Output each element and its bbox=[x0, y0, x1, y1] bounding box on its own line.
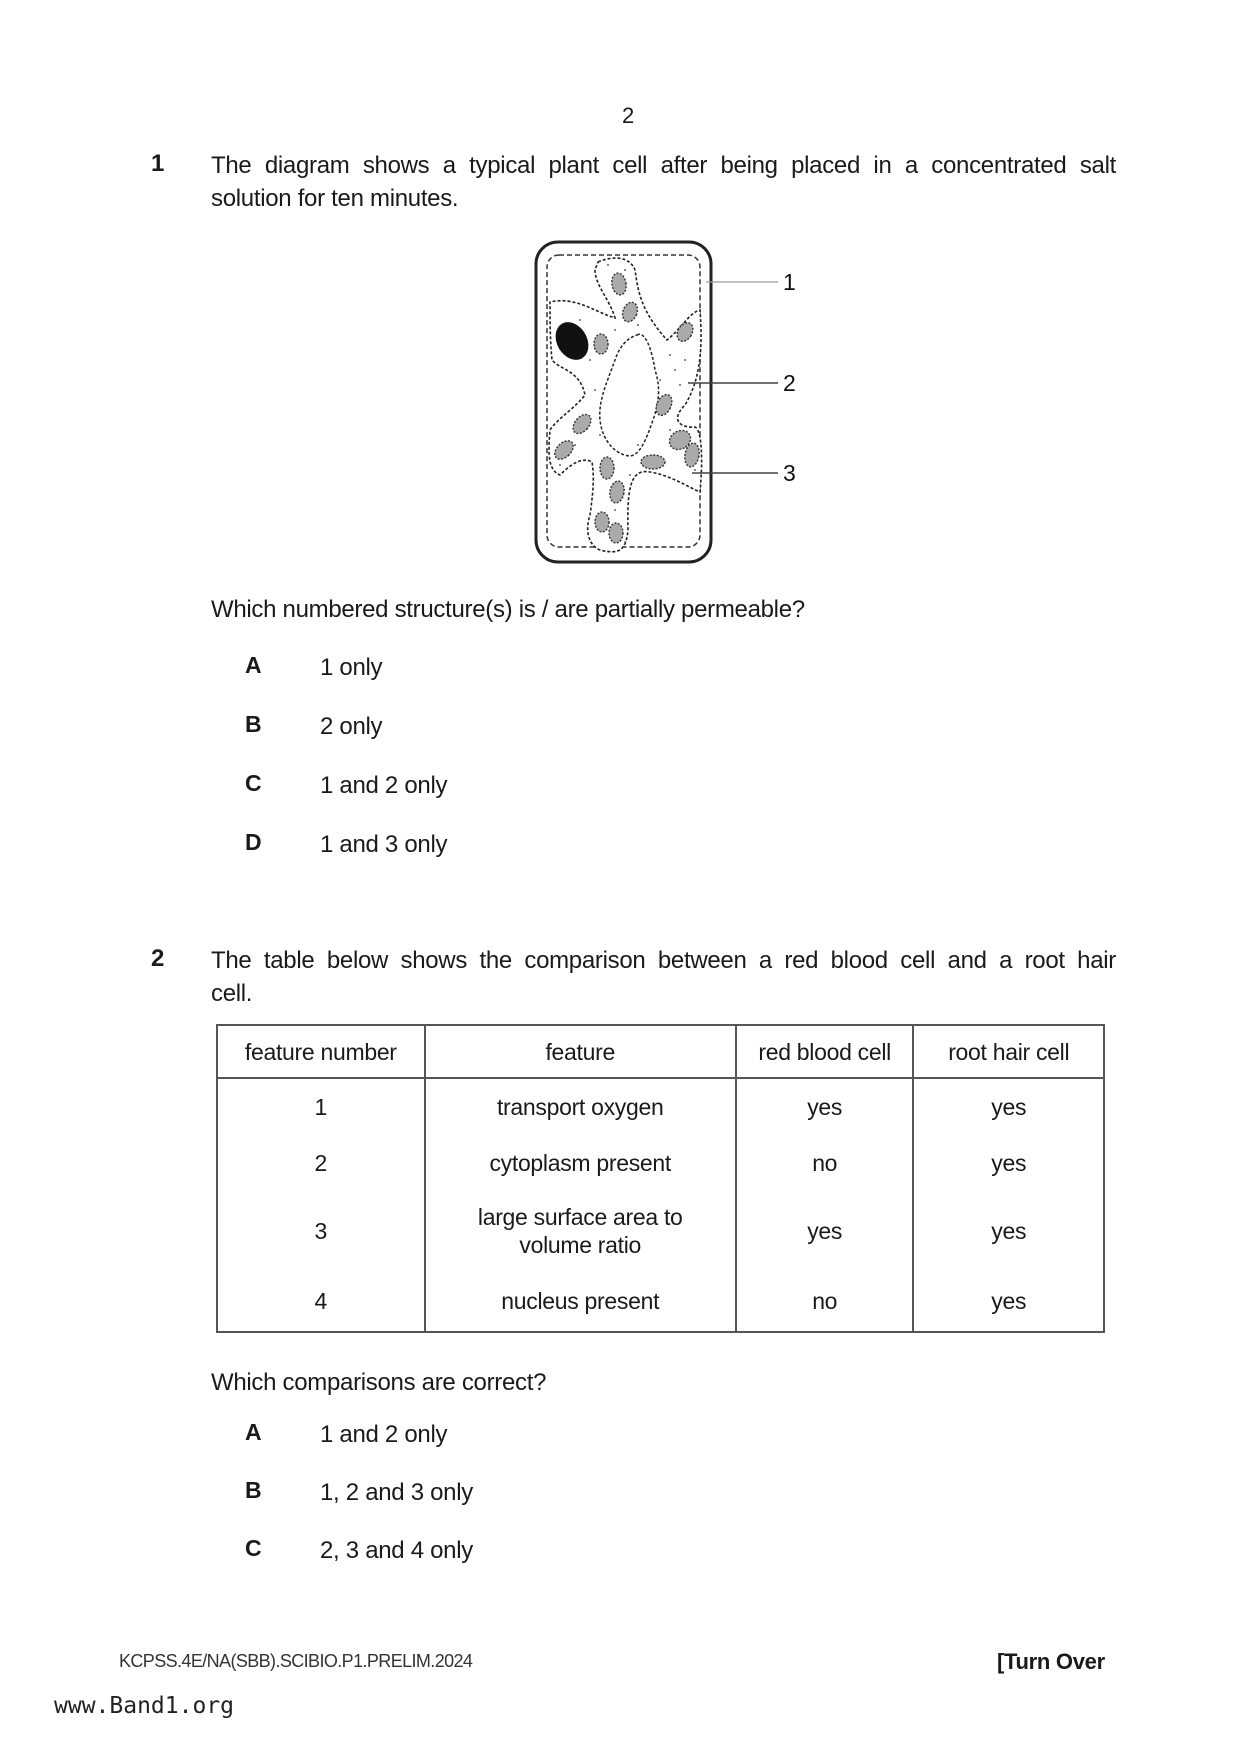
question-1-stem-line-2: solution for ten minutes. bbox=[211, 185, 459, 212]
table-row bbox=[217, 1135, 1104, 1191]
comparison-table bbox=[216, 1024, 1105, 1333]
plant-cell-diagram bbox=[520, 230, 830, 580]
paper-code: KCPSS.4E/NA(SBB).SCIBIO.P1.PRELIM.2024 bbox=[119, 1651, 473, 1671]
question-2-stem-line-2: cell. bbox=[211, 980, 253, 1007]
cell-root-hair-cell: yes bbox=[913, 1078, 1104, 1135]
cell-feature-line-2: volume ratio bbox=[519, 1232, 642, 1258]
table-row bbox=[217, 1271, 1104, 1332]
cell-feature-number: 1 bbox=[217, 1078, 425, 1135]
cell-red-blood-cell: yes bbox=[736, 1191, 914, 1271]
watermark-url: www.Band1.org bbox=[54, 1693, 235, 1719]
option-text: 1 and 2 only bbox=[320, 1421, 448, 1448]
option-text: 1 and 3 only bbox=[320, 831, 448, 858]
diagram-label-2: 2 bbox=[783, 370, 796, 396]
option-letter: A bbox=[245, 652, 262, 678]
question-1-prompt: Which numbered structure(s) is / are partially permeable? bbox=[211, 596, 805, 623]
cell-feature: transport oxygen bbox=[425, 1078, 736, 1135]
cell-red-blood-cell: no bbox=[736, 1271, 914, 1332]
cell-feature-line-1: large surface area to bbox=[477, 1204, 683, 1230]
cell-feature: nucleus present bbox=[425, 1271, 736, 1332]
question-1-stem-line-1: The diagram shows a typical plant cell after being placed in a concentrated salt bbox=[211, 152, 1116, 179]
cell-feature-number: 4 bbox=[217, 1271, 425, 1332]
cell-feature: cytoplasm present bbox=[425, 1135, 736, 1191]
header-feature: feature bbox=[425, 1025, 736, 1078]
diagram-label-3: 3 bbox=[783, 460, 796, 486]
table-header-row bbox=[217, 1025, 1104, 1078]
table-row bbox=[217, 1078, 1104, 1135]
option-letter: B bbox=[245, 711, 262, 737]
header-root-hair-cell: root hair cell bbox=[913, 1025, 1104, 1078]
turn-over-label: [Turn Over bbox=[997, 1649, 1105, 1674]
header-red-blood-cell: red blood cell bbox=[736, 1025, 914, 1078]
cell-root-hair-cell: yes bbox=[913, 1135, 1104, 1191]
cell-red-blood-cell: no bbox=[736, 1135, 914, 1191]
cell-feature-number: 2 bbox=[217, 1135, 425, 1191]
question-1-number: 1 bbox=[151, 150, 165, 177]
option-text: 2, 3 and 4 only bbox=[320, 1537, 473, 1564]
option-text: 1 only bbox=[320, 654, 383, 681]
option-text: 2 only bbox=[320, 713, 383, 740]
option-text: 1 and 2 only bbox=[320, 772, 448, 799]
table-row bbox=[217, 1191, 1104, 1271]
option-text: 1, 2 and 3 only bbox=[320, 1479, 473, 1506]
cell-root-hair-cell: yes bbox=[913, 1271, 1104, 1332]
cell-feature-number: 3 bbox=[217, 1191, 425, 1271]
cell-root-hair-cell: yes bbox=[913, 1191, 1104, 1271]
diagram-label-1: 1 bbox=[783, 269, 796, 295]
option-letter: C bbox=[245, 770, 262, 796]
question-2-stem-line-1: The table below shows the comparison between a red blood cell and a root hair bbox=[211, 947, 1116, 974]
page-number: 2 bbox=[622, 103, 635, 128]
option-letter: D bbox=[245, 829, 262, 855]
option-letter: C bbox=[245, 1535, 262, 1561]
question-2-prompt: Which comparisons are correct? bbox=[211, 1369, 547, 1396]
option-letter: B bbox=[245, 1477, 262, 1503]
option-letter: A bbox=[245, 1419, 262, 1445]
cell-feature bbox=[425, 1191, 736, 1271]
cell-red-blood-cell: yes bbox=[736, 1078, 914, 1135]
question-2-number: 2 bbox=[151, 945, 165, 972]
header-feature-number: feature number bbox=[217, 1025, 425, 1078]
